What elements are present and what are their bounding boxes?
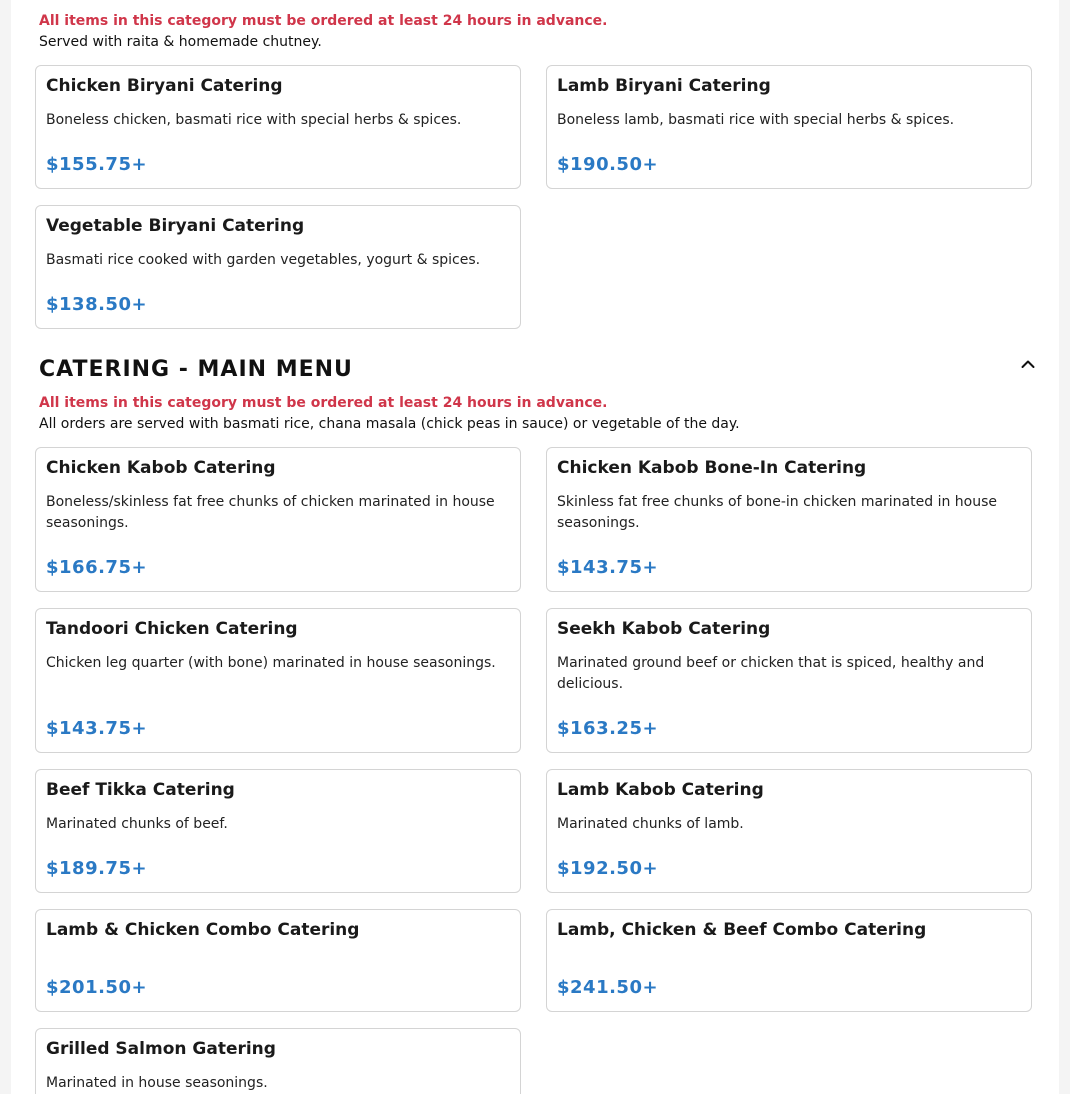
menu-item-price: $201.50+	[46, 977, 148, 998]
menu-item-description: Boneless/skinless fat free chunks of chicken marinated in house seasonings.	[46, 494, 495, 531]
menu-item-card[interactable]	[35, 205, 521, 329]
menu-item-price: $192.50+	[557, 858, 659, 879]
menu-item-name: Lamb Kabob Catering	[557, 780, 764, 800]
menu-item-price: $190.50+	[557, 154, 659, 175]
menu-item-card[interactable]	[546, 909, 1032, 1012]
chevron-up-icon	[1021, 359, 1035, 369]
menu-item-name: Lamb & Chicken Combo Catering	[46, 920, 360, 940]
menu-item-card[interactable]	[35, 1028, 521, 1094]
menu-item-name: Grilled Salmon Gatering	[46, 1039, 276, 1059]
menu-item-name: Chicken Biryani Catering	[46, 76, 283, 96]
menu-item-card[interactable]	[35, 769, 521, 893]
menu-item-price: $166.75+	[46, 557, 148, 578]
menu-item-description: Boneless lamb, basmati rice with special herbs & spices.	[557, 112, 955, 128]
menu-item-description: Marinated chunks of lamb.	[557, 816, 744, 832]
menu-page	[11, 0, 1059, 1094]
menu-item-card[interactable]	[35, 65, 521, 189]
menu-item-card[interactable]	[35, 447, 521, 592]
menu-item-description: Chicken leg quarter (with bone) marinated in house seasonings.	[46, 655, 496, 671]
menu-item-card[interactable]	[546, 608, 1032, 753]
menu-item-price: $143.75+	[557, 557, 659, 578]
menu-item-name: Chicken Kabob Bone-In Catering	[557, 458, 867, 478]
menu-item-description: Marinated in house seasonings.	[46, 1075, 268, 1091]
menu-item-name: Seekh Kabob Catering	[557, 619, 771, 639]
menu-item-name: Beef Tikka Catering	[46, 780, 235, 800]
menu-item-price: $189.75+	[46, 858, 148, 879]
menu-item-card[interactable]	[546, 65, 1032, 189]
menu-item-price: $241.50+	[557, 977, 659, 998]
advance-order-notice: All items in this category must be ordered at least 24 hours in advance.	[39, 395, 608, 411]
menu-item-description: Basmati rice cooked with garden vegetables, yogurt & spices.	[46, 252, 481, 268]
menu-item-price: $155.75+	[46, 154, 148, 175]
section-title: CATERING - MAIN MENU	[39, 357, 353, 382]
section-description: Served with raita & homemade chutney.	[39, 34, 322, 50]
menu-item-description: Marinated ground beef or chicken that is spiced, healthy and delicious.	[557, 655, 985, 692]
menu-item-name: Lamb, Chicken & Beef Combo Catering	[557, 920, 927, 940]
menu-item-name: Chicken Kabob Catering	[46, 458, 276, 478]
menu-item-name: Vegetable Biryani Catering	[46, 216, 305, 236]
menu-item-price: $138.50+	[46, 294, 148, 315]
menu-item-name: Tandoori Chicken Catering	[46, 619, 298, 639]
collapse-section-button[interactable]	[1015, 351, 1041, 377]
menu-item-description: Boneless chicken, basmati rice with special herbs & spices.	[46, 112, 462, 128]
menu-item-card[interactable]	[546, 769, 1032, 893]
menu-item-price: $163.25+	[557, 718, 659, 739]
section-header	[39, 353, 1035, 387]
menu-item-description: Skinless fat free chunks of bone-in chicken marinated in house seasonings.	[557, 494, 998, 531]
menu-item-card[interactable]	[35, 909, 521, 1012]
advance-order-notice: All items in this category must be ordered at least 24 hours in advance.	[39, 13, 608, 29]
menu-item-card[interactable]	[546, 447, 1032, 592]
menu-item-name: Lamb Biryani Catering	[557, 76, 771, 96]
section-description: All orders are served with basmati rice, chana masala (chick peas in sauce) or vegetable of the day.	[39, 416, 740, 432]
menu-item-price: $143.75+	[46, 718, 148, 739]
menu-item-description: Marinated chunks of beef.	[46, 816, 228, 832]
menu-item-card[interactable]	[35, 608, 521, 753]
